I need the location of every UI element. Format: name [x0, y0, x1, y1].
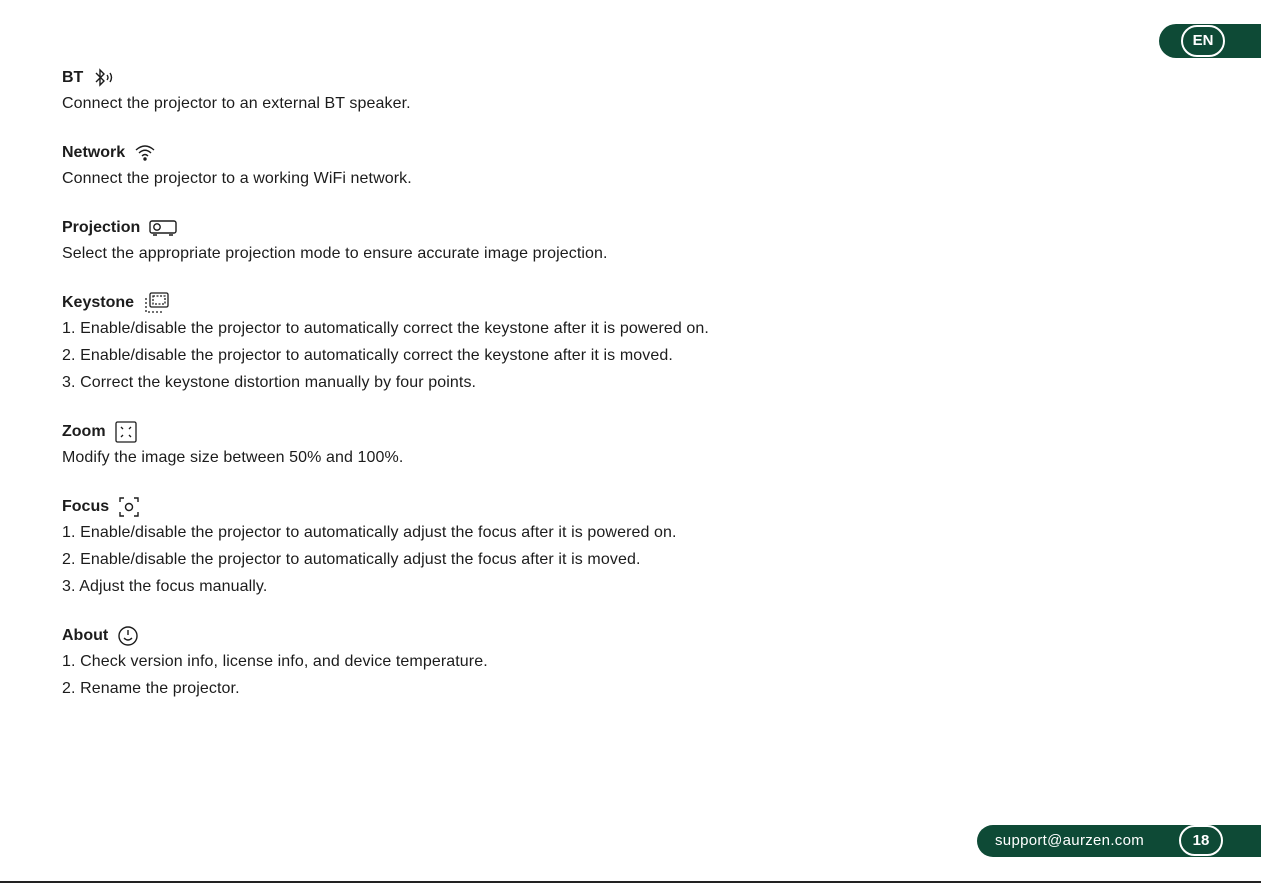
section-about — [62, 624, 962, 702]
section-title: Zoom — [62, 423, 106, 440]
section-line: 1. Enable/disable the projector to automatically adjust the focus after it is powered on. — [62, 524, 677, 541]
support-email[interactable]: support@aurzen.com — [995, 832, 1145, 849]
language-label: EN — [1181, 25, 1225, 57]
section-keystone — [62, 291, 962, 396]
section-title: Focus — [62, 498, 110, 515]
projector-icon — [148, 217, 178, 239]
page-number: 18 — [1179, 825, 1223, 856]
section-bt — [62, 66, 962, 117]
section-network — [62, 141, 962, 192]
section-line: Modify the image size between 50% and 100%. — [62, 449, 404, 466]
wifi-icon — [133, 142, 157, 164]
section-line: 2. Enable/disable the projector to automatically adjust the focus after it is moved. — [62, 551, 641, 568]
section-line: 3. Adjust the focus manually. — [62, 578, 268, 595]
section-title: Network — [62, 144, 126, 161]
settings-description-list — [62, 66, 962, 726]
footer-support-bar — [977, 825, 1261, 857]
section-line: Select the appropriate projection mode to ensure accurate image projection. — [62, 245, 608, 262]
bluetooth-audio-icon — [91, 67, 115, 89]
info-smile-icon — [116, 625, 140, 647]
section-line: Connect the projector to an external BT speaker. — [62, 95, 411, 112]
section-zoom — [62, 420, 962, 471]
section-title: Keystone — [62, 294, 135, 311]
section-line: 1. Enable/disable the projector to automatically correct the keystone after it is powered on. — [62, 320, 709, 337]
section-focus — [62, 495, 962, 600]
section-line: 2. Enable/disable the projector to automatically correct the keystone after it is moved. — [62, 347, 673, 364]
section-line: 3. Correct the keystone distortion manually by four points. — [62, 374, 477, 391]
focus-icon — [117, 496, 141, 518]
bottom-divider — [0, 881, 1261, 883]
section-title: About — [62, 627, 109, 644]
section-projection — [62, 216, 962, 267]
section-line: 1. Check version info, license info, and device temperature. — [62, 653, 488, 670]
language-badge — [1159, 24, 1261, 58]
keystone-icon — [142, 292, 172, 314]
section-line: Connect the projector to a working WiFi network. — [62, 170, 412, 187]
section-title: BT — [62, 69, 84, 86]
zoom-frame-icon — [114, 421, 138, 443]
section-title: Projection — [62, 219, 141, 236]
section-line: 2. Rename the projector. — [62, 680, 240, 697]
